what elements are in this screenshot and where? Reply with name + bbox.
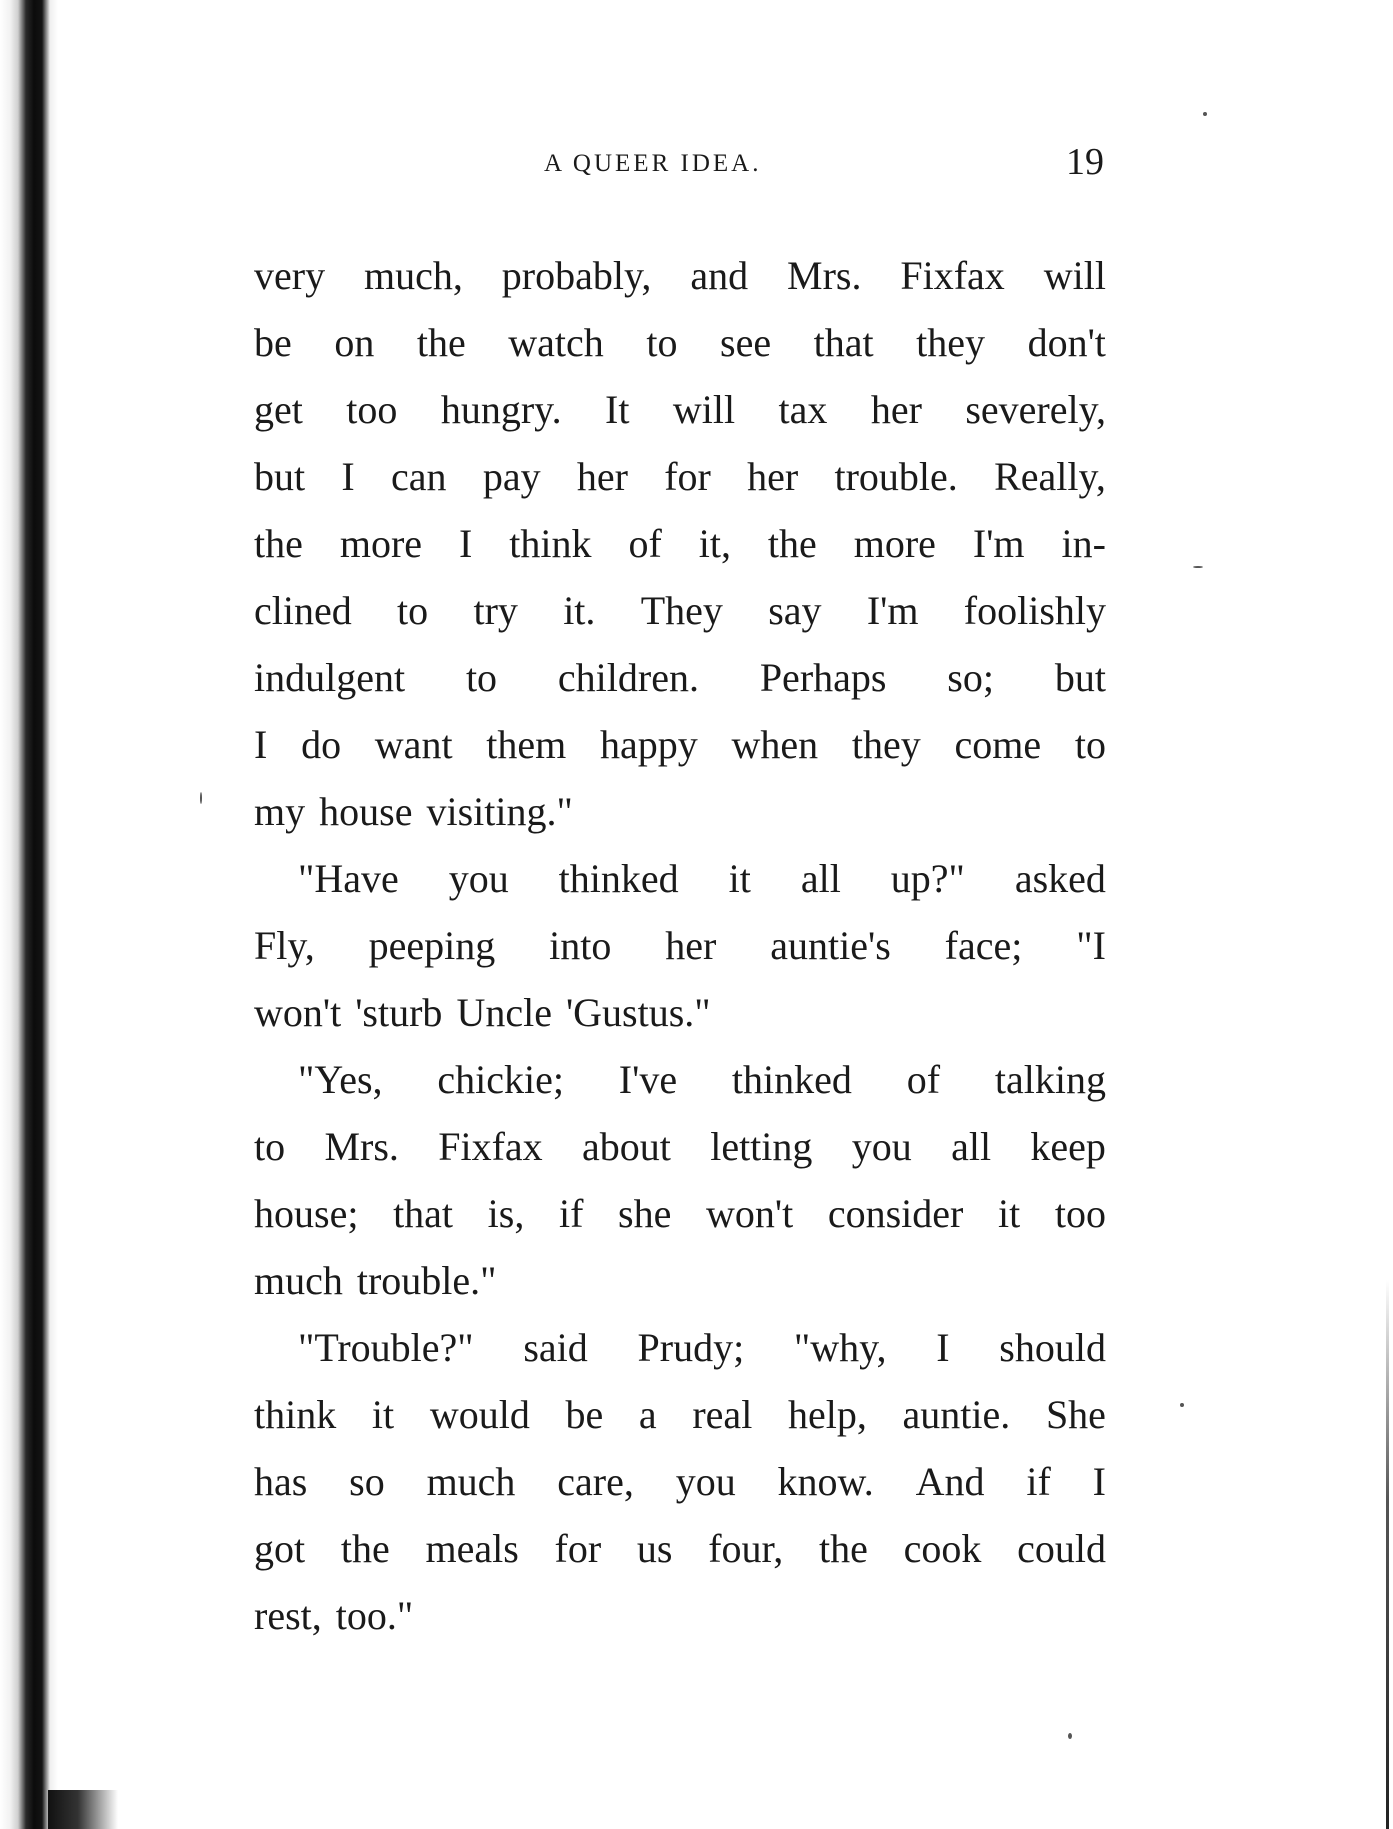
text-line <box>254 979 1106 1046</box>
word: Mrs. <box>324 1124 399 1169</box>
word: happy <box>600 722 698 767</box>
word: her <box>747 454 799 499</box>
word: it <box>371 1392 395 1437</box>
scan-speck <box>1193 566 1203 568</box>
word: think <box>509 521 592 566</box>
word: peeping <box>368 923 496 968</box>
word: They <box>640 588 723 633</box>
text-line <box>254 1247 1106 1314</box>
word: watch <box>508 320 604 365</box>
word: of <box>628 521 662 566</box>
word: Perhaps <box>759 655 887 700</box>
word: asked <box>1014 856 1106 901</box>
word: it. <box>563 588 596 633</box>
word: will <box>1043 253 1106 298</box>
word: you <box>448 856 509 901</box>
text-line <box>254 1180 1106 1247</box>
word: "why, <box>793 1325 887 1370</box>
word: "I <box>1076 923 1106 968</box>
word: 'Gustus." <box>565 990 711 1035</box>
word: get <box>254 387 303 432</box>
word: for <box>664 454 711 499</box>
word: And <box>915 1459 985 1504</box>
word: they <box>916 320 986 365</box>
scan-speck <box>1068 1733 1072 1739</box>
word: children. <box>557 655 699 700</box>
word: more <box>853 521 936 566</box>
word: would <box>429 1392 530 1437</box>
binding-gutter-corner <box>48 1790 118 1829</box>
word: don't <box>1027 320 1106 365</box>
word: to <box>397 588 429 633</box>
word: Mrs. <box>787 253 862 298</box>
word: that <box>813 320 874 365</box>
word: be <box>254 320 292 365</box>
word: but <box>1054 655 1106 700</box>
word: on <box>334 320 375 365</box>
word: up?" <box>890 856 965 901</box>
text-line <box>254 443 1106 510</box>
word: want <box>374 722 453 767</box>
text-line <box>254 1046 1106 1113</box>
word: She <box>1045 1392 1106 1437</box>
text-line <box>254 577 1106 644</box>
word: I've <box>618 1057 678 1102</box>
scan-speck <box>1180 1403 1184 1407</box>
word: got <box>254 1526 306 1571</box>
word: much, <box>364 253 463 298</box>
text-line <box>254 1113 1106 1180</box>
word: house <box>319 789 413 834</box>
word: "Yes, <box>298 1057 383 1102</box>
page-header <box>254 140 1104 190</box>
word: all <box>951 1124 992 1169</box>
word: I <box>458 521 473 566</box>
word: Fixfax <box>900 253 1005 298</box>
word: a <box>638 1392 657 1437</box>
word: I <box>936 1325 950 1370</box>
word: her <box>665 923 717 968</box>
word: thinked <box>558 856 679 901</box>
word: too <box>346 387 398 432</box>
word: the <box>254 521 303 566</box>
word: all <box>800 856 841 901</box>
text-line <box>254 242 1106 309</box>
word: so; <box>947 655 994 700</box>
word: "Have <box>298 856 399 901</box>
word: care, <box>557 1459 634 1504</box>
word: of <box>906 1057 941 1102</box>
word: should <box>999 1325 1106 1370</box>
text-line <box>254 778 1106 845</box>
word: to <box>465 655 498 700</box>
page-edge <box>1386 1280 1389 1829</box>
text-line <box>254 1515 1106 1582</box>
word: won't <box>254 990 342 1035</box>
word: see <box>720 320 772 365</box>
word: Fixfax <box>438 1124 543 1169</box>
text-line <box>254 376 1106 443</box>
word: keep <box>1030 1124 1106 1169</box>
text-line <box>254 1381 1106 1448</box>
word: visiting." <box>426 789 573 834</box>
word: can <box>391 454 447 499</box>
word: I <box>254 722 268 767</box>
word: Fly, <box>254 923 315 968</box>
word: be <box>565 1392 604 1437</box>
word: her <box>870 387 922 432</box>
word: that <box>393 1191 454 1236</box>
word: my <box>254 789 306 834</box>
word: I'm <box>866 588 919 633</box>
word: if <box>1026 1459 1051 1504</box>
word: too." <box>335 1593 414 1638</box>
word: try <box>473 588 518 633</box>
word: won't <box>706 1191 794 1236</box>
word: to <box>646 320 678 365</box>
word: talking <box>994 1057 1106 1102</box>
word: they <box>851 722 921 767</box>
word: the <box>767 521 817 566</box>
word: severely, <box>965 387 1106 432</box>
word: meals <box>425 1526 519 1571</box>
word: pay <box>482 454 541 499</box>
word: to <box>1074 722 1106 767</box>
word: is, <box>487 1191 525 1236</box>
word: know. <box>777 1459 874 1504</box>
body-text <box>254 242 1106 1649</box>
word: for <box>554 1526 602 1571</box>
word: it <box>728 856 751 901</box>
word: clined <box>254 588 352 633</box>
word: it <box>997 1191 1021 1236</box>
word: has <box>254 1459 308 1504</box>
word: the <box>340 1526 390 1571</box>
text-line <box>254 1314 1106 1381</box>
word: cook <box>903 1526 982 1571</box>
page-number: 19 <box>1066 141 1104 183</box>
word: much <box>426 1459 516 1504</box>
word: could <box>1017 1526 1106 1571</box>
word: come <box>954 722 1042 767</box>
word: she <box>618 1191 672 1236</box>
text-line <box>254 711 1106 778</box>
word: 'sturb <box>355 990 443 1035</box>
word: the <box>818 1526 868 1571</box>
scan-speck <box>1203 112 1207 116</box>
word: too <box>1054 1191 1106 1236</box>
word: Uncle <box>456 990 552 1035</box>
text-line <box>254 912 1106 979</box>
word: consider <box>827 1191 964 1236</box>
word: real <box>692 1392 753 1437</box>
word: much <box>254 1258 343 1303</box>
word: do <box>301 722 342 767</box>
word: so <box>349 1459 385 1504</box>
word: her <box>576 454 628 499</box>
word: you <box>851 1124 912 1169</box>
word: said <box>523 1325 588 1370</box>
word: if <box>558 1191 584 1236</box>
text-line <box>254 510 1106 577</box>
word: into <box>549 923 612 968</box>
word: rest, <box>254 1593 322 1638</box>
word: very <box>254 253 326 298</box>
word: think <box>254 1392 337 1437</box>
word: I'm <box>972 521 1025 566</box>
word: us <box>636 1526 673 1571</box>
word: when <box>731 722 819 767</box>
word: about <box>582 1124 671 1169</box>
word: auntie. <box>902 1392 1011 1437</box>
word: auntie's <box>770 923 891 968</box>
word: probably, <box>501 253 652 298</box>
word: in- <box>1061 521 1106 566</box>
word: chickie; <box>437 1057 564 1102</box>
word: face; <box>944 923 1023 968</box>
text-line <box>254 1448 1106 1515</box>
word: I <box>1092 1459 1106 1504</box>
text-line <box>254 845 1106 912</box>
word: will <box>672 387 736 432</box>
word: house; <box>254 1191 359 1236</box>
word: trouble. <box>834 454 958 499</box>
text-line <box>254 1582 1106 1649</box>
word: them <box>486 722 567 767</box>
word: trouble." <box>356 1258 497 1303</box>
word: it, <box>698 521 731 566</box>
word: the <box>416 320 466 365</box>
word: hungry. <box>440 387 562 432</box>
word: "Trouble?" <box>298 1325 474 1370</box>
word: but <box>254 454 306 499</box>
word: say <box>768 588 822 633</box>
word: four, <box>708 1526 784 1571</box>
word: and <box>690 253 749 298</box>
word: Prudy; <box>637 1325 745 1370</box>
word: It <box>605 387 630 432</box>
word: more <box>339 521 423 566</box>
word: thinked <box>731 1057 852 1102</box>
word: letting <box>710 1124 813 1169</box>
running-title: A QUEER IDEA. <box>544 150 762 177</box>
word: help, <box>787 1392 867 1437</box>
text-line <box>254 309 1106 376</box>
text-line <box>254 644 1106 711</box>
word: Really, <box>994 454 1106 499</box>
word: you <box>675 1459 736 1504</box>
word: indulgent <box>254 655 406 700</box>
word: to <box>254 1124 286 1169</box>
scan-speck <box>200 792 202 804</box>
word: I <box>341 454 355 499</box>
binding-gutter <box>0 0 58 1829</box>
word: foolishly <box>963 588 1106 633</box>
word: tax <box>778 387 828 432</box>
